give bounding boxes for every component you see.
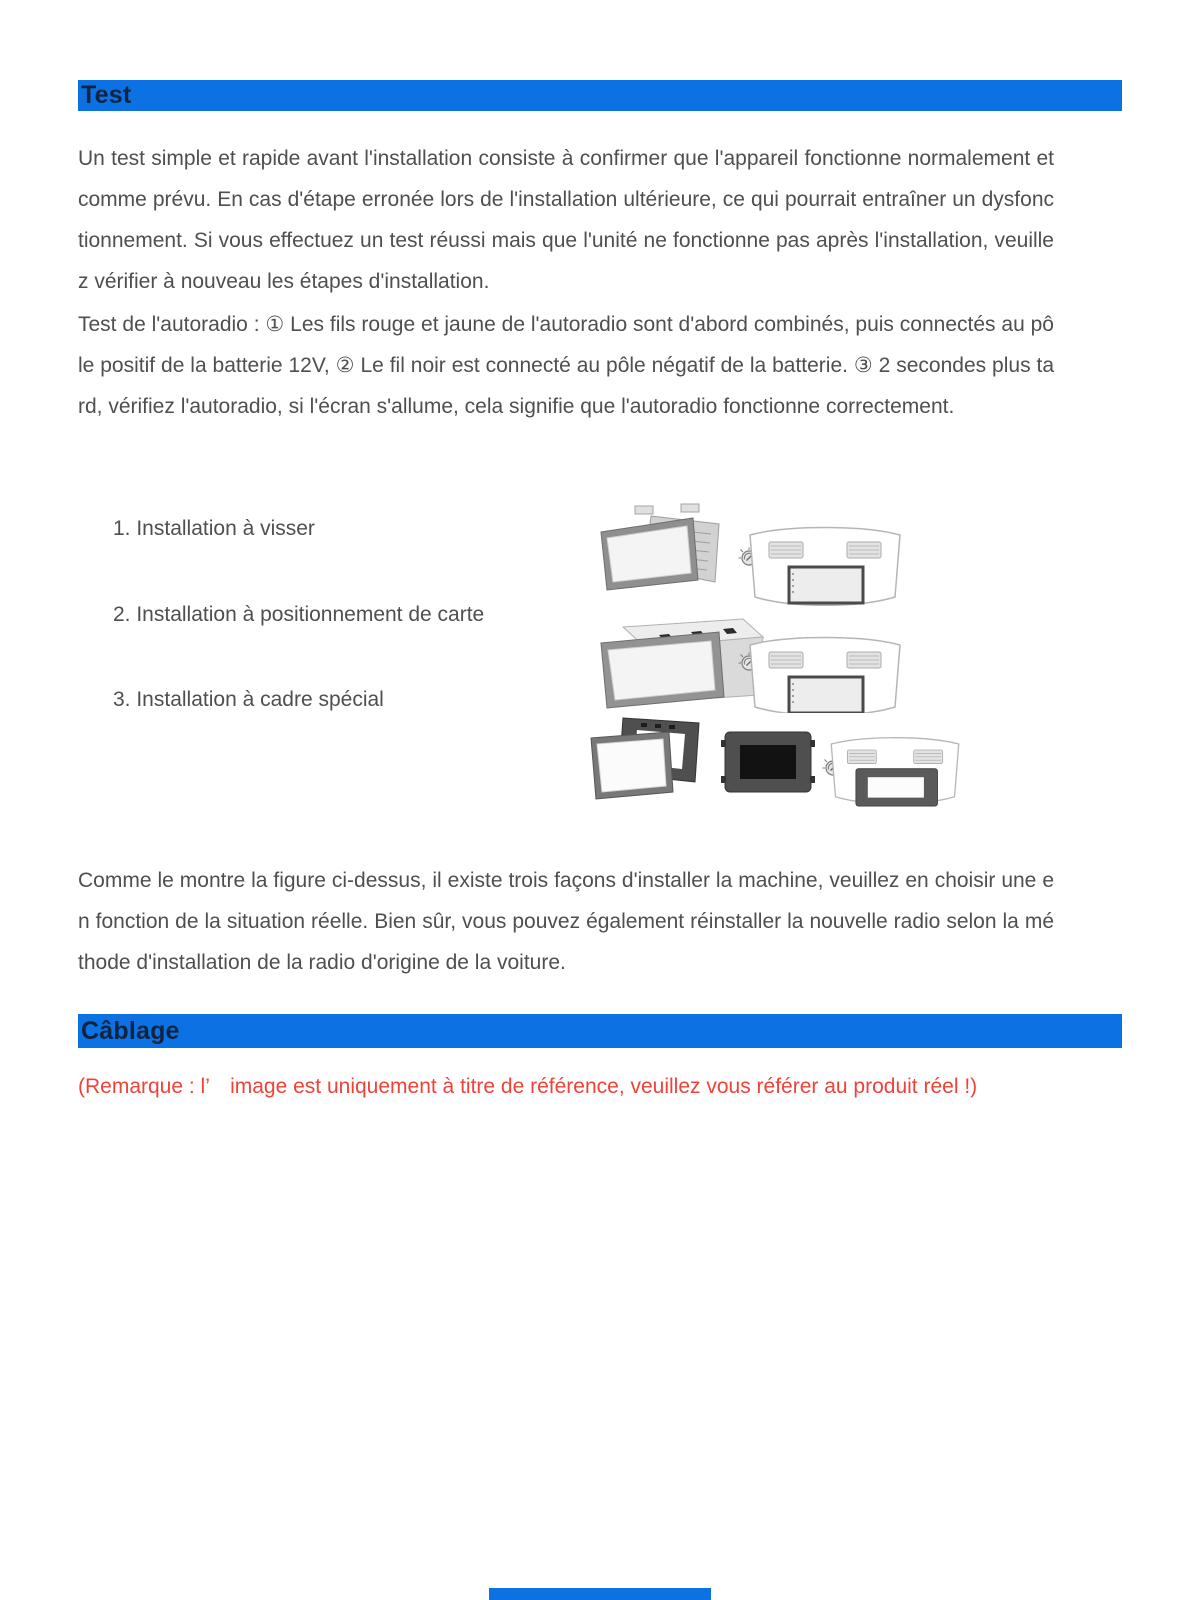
head-unit-with-trim-frame-illustration xyxy=(591,718,699,799)
section-title-cablage: Câblage xyxy=(81,1016,180,1045)
head-unit-with-bracket-illustration xyxy=(601,504,719,590)
special-frame-illustration xyxy=(721,732,815,792)
dashboard-illustration xyxy=(750,638,900,714)
next-section-preview-bar xyxy=(489,1588,711,1600)
reference-note: (Remarque : l’ image est uniquement à titre de référence, veuillez vous référer au produit réel !) xyxy=(78,1075,978,1098)
install-method-item-2: 2. Installation à positionnement de carte xyxy=(113,603,485,626)
install-diagram-row-3 xyxy=(585,710,970,816)
install-method-item-1: 1. Installation à visser xyxy=(113,517,315,540)
install-diagram-row-2 xyxy=(593,603,908,713)
test-paragraph-2: Test de l'autoradio : ① Les fils rouge et jaune de l'autoradio sont d'abord combinés, puis connectés au pôle positif de la batterie 12V, ② Le fil noir est connecté au pôle négatif de la batterie. ③ 2 secondes plus tard, vérifiez l'autoradio, si l'écran s'allume, cela signifie que l'autoradio fonctionne correctement. xyxy=(78,313,1054,418)
test-paragraph-1: Un test simple et rapide avant l'installation consiste à confirmer que l'appareil fonctionne normalement et comme prévu. En cas d'étape erronée lors de l'installation ultérieure, ce qui pourrait entraîner un dysfonctionnement. Si vous effectuez un test réussi mais que l'unité ne fonctionne pas après l'installation, veuillez vérifier à nouveau les étapes d'installation. xyxy=(78,147,1054,293)
section-title-test: Test xyxy=(81,81,132,109)
dashboard-illustration xyxy=(750,528,900,606)
section-header-test xyxy=(78,80,1122,111)
summary-paragraph: Comme le montre la figure ci-dessus, il existe trois façons d'installer la machine, veuillez en choisir une en fonction de la situation réelle. Bien sûr, vous pouvez également réinstaller la nouvelle radio selon la méthode d'installation de la radio d'origine de la voiture. xyxy=(78,869,1054,974)
install-method-item-3: 3. Installation à cadre spécial xyxy=(113,688,384,711)
dashboard-illustration xyxy=(831,738,959,806)
section-header-cablage xyxy=(78,1014,1122,1048)
install-diagram-row-1 xyxy=(593,500,908,608)
